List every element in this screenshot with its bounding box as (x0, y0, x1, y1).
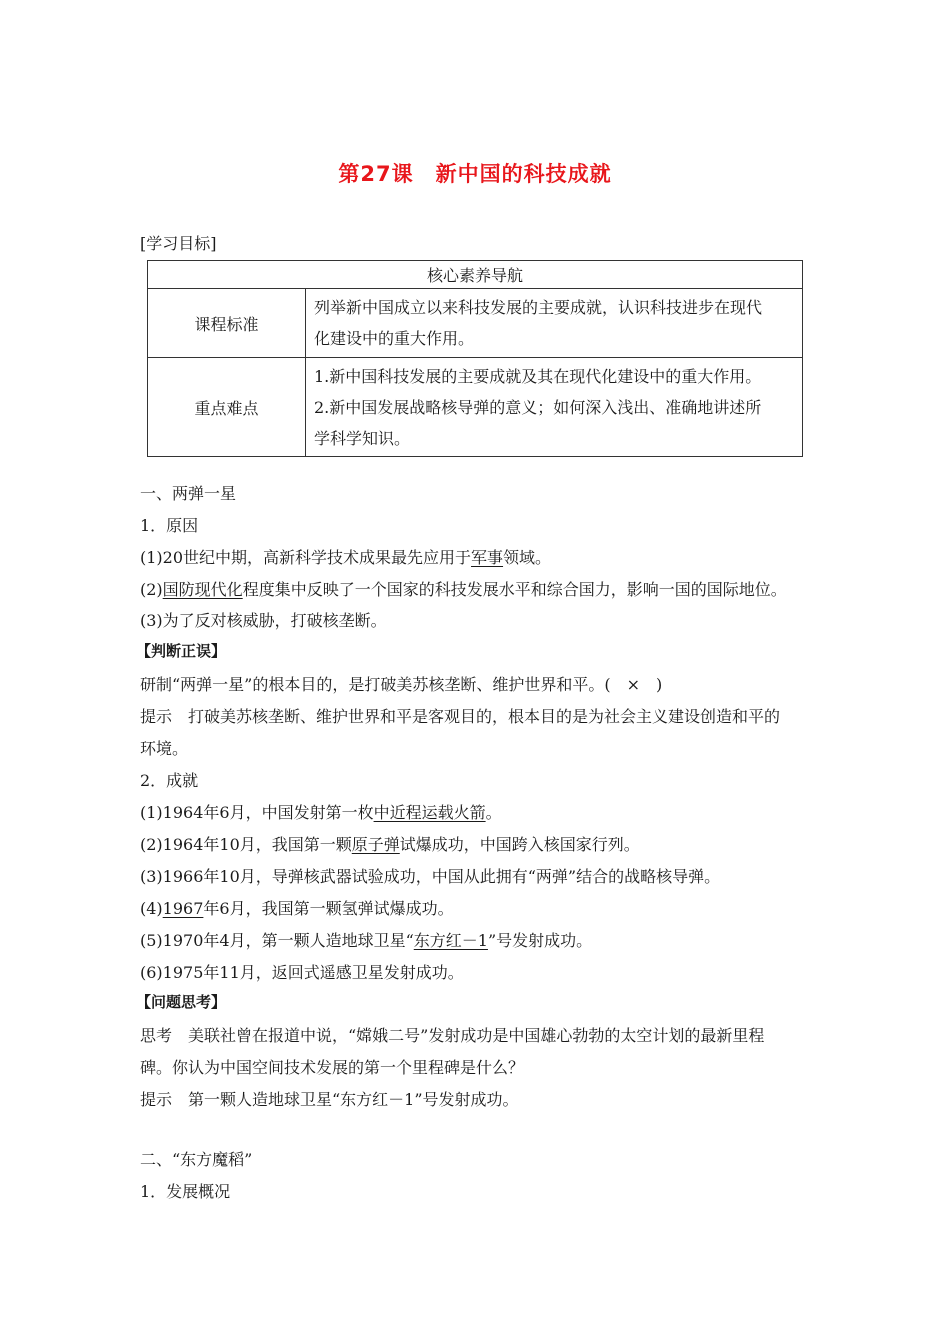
underlined-answer: 原子弹 (351, 835, 400, 854)
text: (1)20世纪中期，高新科学技术成果最先应用于 (140, 548, 472, 567)
question-think-line2: 碑。你认为中国空间技术发展的第一个里程碑是什么？ (140, 1058, 525, 1077)
question-think-line1: 思考 美联社曾在报道中说，“嫦娥二号”发射成功是中国雄心勃勃的太空计划的最新里程 (140, 1026, 765, 1045)
question-hint: 提示 第一颗人造地球卫星“东方红－1”号发射成功。 (140, 1090, 519, 1109)
row-value-focus (306, 358, 803, 457)
judge-hint-line2: 环境。 (140, 739, 189, 758)
table-row (148, 289, 803, 358)
question-tag: 【问题思考】 (136, 993, 227, 1011)
achieve-title: 2．成就 (140, 771, 199, 790)
underlined-answer: 国防现代化 (162, 580, 243, 599)
underlined-answer: 东方红－1 (413, 931, 488, 950)
lesson-number: 第27课 (338, 162, 414, 186)
goals-table (147, 260, 803, 457)
section2-sub1: 1．发展概况 (140, 1182, 231, 1201)
text: 领域。 (503, 548, 552, 567)
cause-item-3: (3)为了反对核威胁，打破核垄断。 (140, 611, 387, 630)
achieve-item-2 (140, 832, 640, 855)
judge-tag: 【判断正误】 (136, 642, 227, 660)
cause-title: 1．原因 (140, 516, 199, 535)
cause-item-2 (140, 577, 787, 600)
section1-heading: 一、两弹一星 (140, 484, 237, 503)
achieve-item-1 (140, 800, 502, 823)
underlined-answer: 中近程运载火箭 (373, 803, 486, 822)
text: (2)1964年10月，我国第一颗 (140, 835, 352, 854)
text: 年6月，我国第一颗氢弹试爆成功。 (203, 899, 454, 918)
row-value-standard (306, 289, 803, 358)
achieve-item-6: (6)1975年11月，返回式遥感卫星发射成功。 (140, 963, 464, 982)
section2-heading: 二、“东方魔稻” (140, 1150, 253, 1169)
lesson-name: 新中国的科技成就 (435, 162, 612, 186)
underlined-answer: 军事 (471, 548, 504, 567)
achieve-item-4 (140, 896, 454, 919)
achieve-item-5 (140, 928, 592, 951)
page-title (0, 158, 950, 188)
text: (1)1964年6月，中国发射第一枚 (140, 803, 374, 822)
row-key-focus: 重点难点 (148, 358, 306, 457)
text: (2) (140, 580, 163, 599)
table-header: 核心素养导航 (148, 261, 803, 289)
row-key-standard: 课程标准 (148, 289, 306, 358)
value-line: 1.新中国科技发展的主要成就及其在现代化建设中的重大作用。 (314, 366, 762, 386)
cause-item-1 (140, 545, 551, 568)
text: (4) (140, 899, 163, 918)
text: 。 (485, 803, 502, 822)
underlined-answer: 1967 (162, 899, 204, 918)
text: ”号发射成功。 (487, 931, 593, 950)
achieve-item-3: (3)1966年10月，导弹核武器试验成功，中国从此拥有“两弹”结合的战略核导弹。 (140, 867, 721, 886)
goals-label: [学习目标] (140, 234, 217, 253)
value-line: 化建设中的重大作用。 (314, 329, 475, 348)
text: 程度集中反映了一个国家的科技发展水平和综合国力，影响一国的国际地位。 (242, 580, 787, 599)
text: (5)1970年4月，第一颗人造地球卫星“ (140, 931, 414, 950)
judge-hint-line1: 提示 打破美苏核垄断、维护世界和平是客观目的，根本目的是为社会主义建设创造和平的 (140, 707, 781, 726)
value-line: 2.新中国发展战略核导弹的意义；如何深入浅出、准确地讲述所 (314, 397, 762, 417)
text: 试爆成功，中国跨入核国家行列。 (399, 835, 640, 854)
table-row (148, 358, 803, 457)
value-line: 学科学知识。 (314, 428, 411, 448)
value-line: 列举新中国成立以来科技发展的主要成就，认识科技进步在现代 (314, 298, 763, 317)
judge-statement: 研制“两弹一星”的根本目的，是打破美苏核垄断、维护世界和平。( × ) (140, 675, 663, 694)
